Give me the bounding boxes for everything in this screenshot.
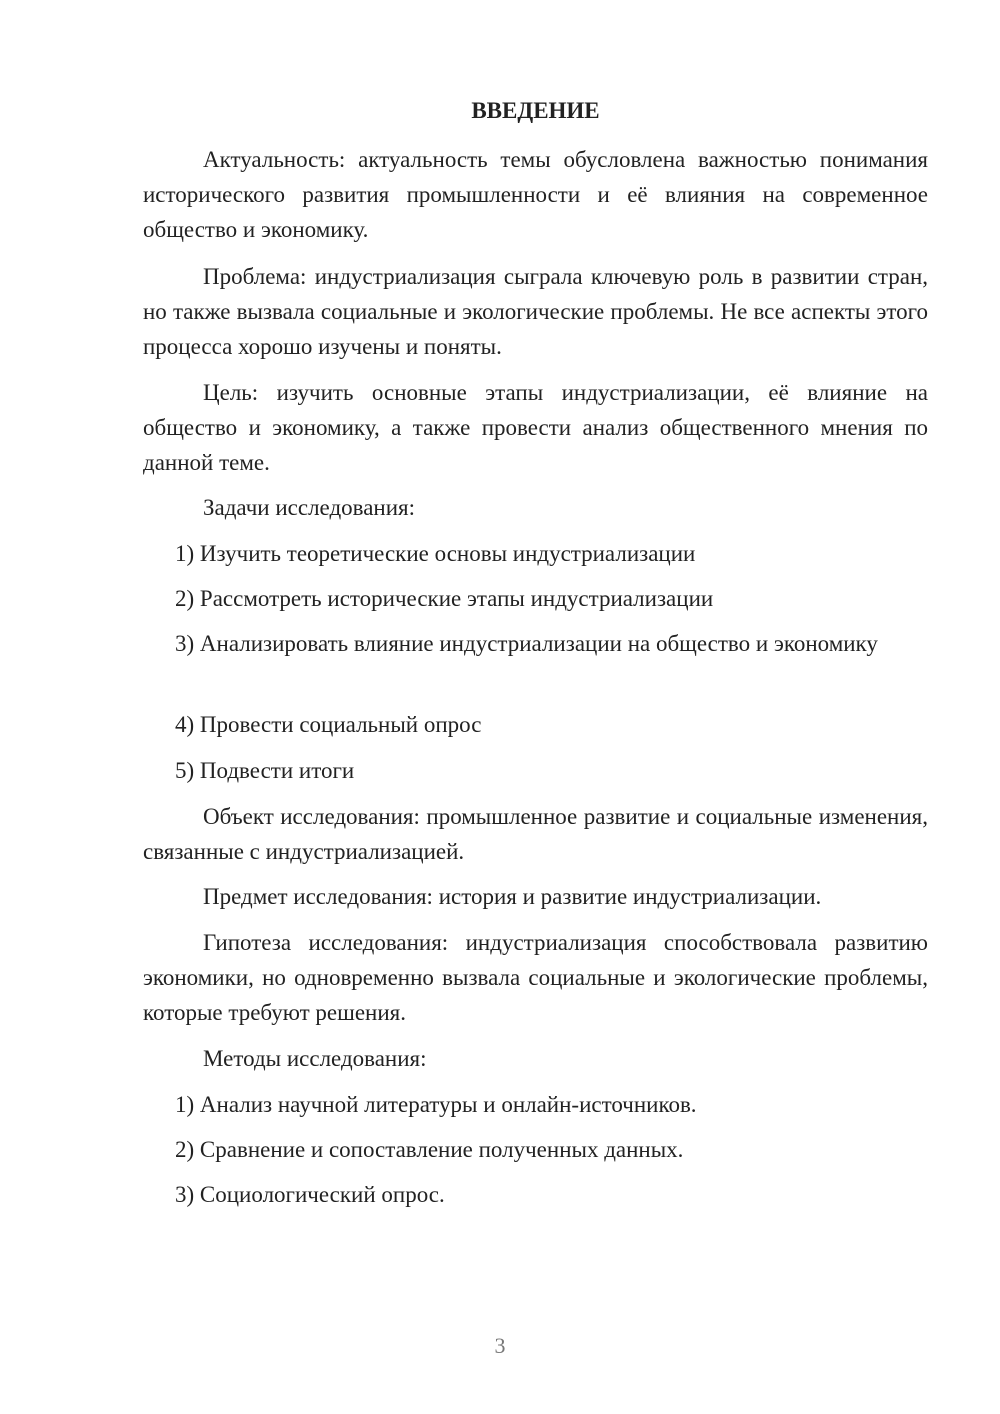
task-item: 5) Подвести итоги <box>175 758 355 783</box>
methods-title: Методы исследования: <box>203 1046 427 1071</box>
method-item: 3) Социологический опрос. <box>175 1182 445 1207</box>
subject-paragraph: Предмет исследования: история и развитие индустриализации. <box>203 884 822 909</box>
method-item: 2) Сравнение и сопоставление полученных данных. <box>175 1137 684 1162</box>
section-heading: ВВЕДЕНИЕ <box>471 98 600 123</box>
tasks-title: Задачи исследования: <box>203 495 416 520</box>
goal-paragraph: Цель: изучить основные этапы индустриализации, её влияние на общество и экономику, а также провести анализ общественного мнения по данной теме. <box>143 380 928 475</box>
object-paragraph: Объект исследования: промышленное развитие и социальные изменения, связанные с индустриализацией. <box>143 804 928 864</box>
method-item: 1) Анализ научной литературы и онлайн-источников. <box>175 1092 697 1117</box>
relevance-paragraph: Актуальность: актуальность темы обусловлена важностью понимания исторического развития промышленности и её влияния на современное общество и экономику. <box>143 147 928 242</box>
problem-paragraph: Проблема: индустриализация сыграла ключевую роль в развитии стран, но также вызвала социальные и экологические проблемы. Не все аспекты этого процесса хорошо изучены и поняты. <box>143 264 928 359</box>
hypothesis-paragraph: Гипотеза исследования: индустриализация способствовала развитию экономики, но одновременно вызвала социальные и экологические проблемы, которые требуют решения. <box>143 930 928 1025</box>
page-number: 3 <box>494 1333 506 1358</box>
task-item: 1) Изучить теоретические основы индустриализации <box>175 541 696 566</box>
task-item: 4) Провести социальный опрос <box>175 712 482 737</box>
task-item: 2) Рассмотреть исторические этапы индустриализации <box>175 586 714 611</box>
task-item: 3) Анализировать влияние индустриализации на общество и экономику <box>175 631 878 656</box>
